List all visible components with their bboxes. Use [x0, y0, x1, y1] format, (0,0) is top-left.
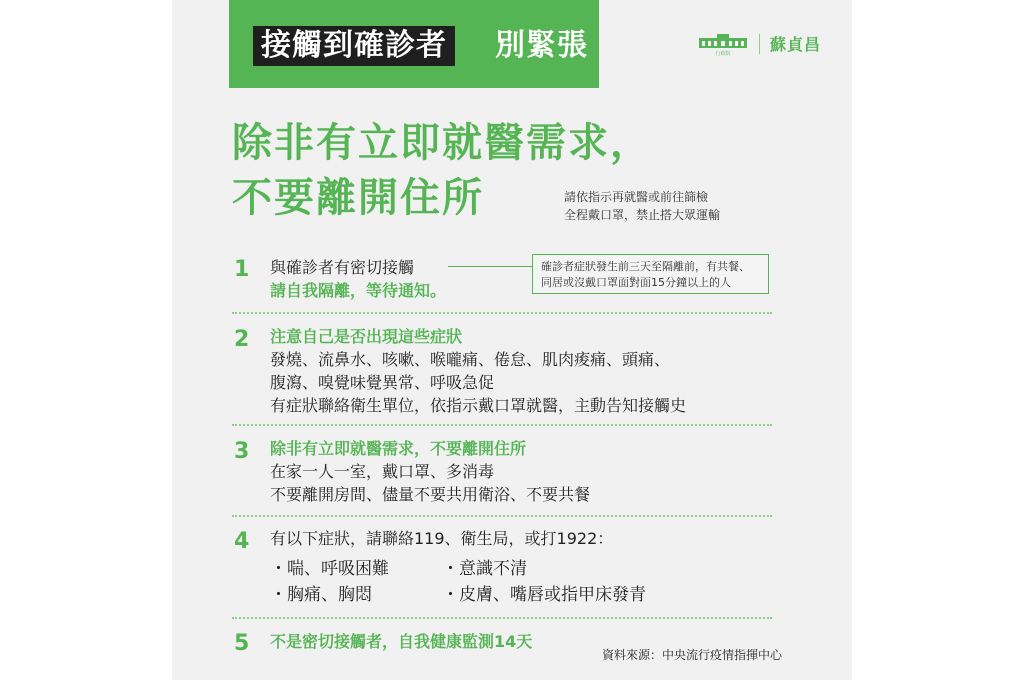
item-2-title: 注意自己是否出現這些症狀 [270, 327, 463, 346]
sub-note-line-2: 全程戴口罩，禁止搭大眾運輸 [564, 208, 721, 222]
item-3-text [270, 437, 590, 506]
definition-line-2: 同居或沒戴口罩面對面15分鐘以上的人 [541, 276, 731, 289]
bullet-item: ・胸痛、胸悶 [270, 585, 372, 605]
item-number: 4 [234, 529, 250, 554]
dotted-divider [232, 424, 772, 426]
definition-line-1: 確診者症狀發生前三天至隔離前，有共餐、 [541, 260, 750, 273]
item-1-connector-line [448, 266, 532, 267]
item-3-line-2: 不要離開房間、儘量不要共用衛浴、不要共餐 [270, 485, 591, 504]
item-2-line-2: 腹瀉、嗅覺味覺異常、呼吸急促 [270, 373, 495, 392]
headline-line-1: 除非有立即就醫需求， [232, 120, 652, 166]
title-banner [229, 0, 599, 88]
item-4-line-1: 有以下症狀，請聯絡119、衛生局，或打1922： [270, 529, 614, 548]
dotted-divider [232, 515, 772, 517]
item-5-text [270, 630, 532, 653]
signature: 蘇貞昌 [770, 35, 822, 54]
item-3-line-1: 在家一人一室，戴口罩、多消毒 [270, 462, 495, 481]
banner-title-dark: 接觸到確診者 [253, 26, 455, 66]
item-4-text [270, 527, 613, 550]
item-2-text [270, 325, 686, 417]
item-number: 5 [234, 631, 250, 656]
sub-note [564, 188, 720, 224]
bullet-item: ・意識不清 [442, 559, 527, 579]
item-number: 3 [234, 439, 250, 464]
close-contact-definition-box [532, 254, 769, 294]
dotted-divider [232, 312, 772, 314]
item-2-line-3: 有症狀聯絡衛生單位，依指示戴口罩就醫，主動告知接觸史 [270, 396, 687, 415]
item-1-line-2: 請自我隔離，等待通知。 [270, 281, 447, 300]
executive-yuan-logo-icon [697, 32, 749, 56]
item-number: 1 [234, 257, 250, 282]
item-2-line-1: 發燒、流鼻水、咳嗽、喉嚨痛、倦怠、肌肉痠痛、頭痛、 [270, 350, 671, 369]
logo-divider [759, 34, 760, 54]
bullet-item: ・皮膚、嘴唇或指甲床發青 [442, 585, 646, 605]
item-1-text [270, 256, 446, 302]
logo-caption: 行政院 [715, 51, 731, 56]
headline-line-2: 不要離開住所 [232, 175, 484, 221]
sub-note-line-1: 請依指示再就醫或前往篩檢 [564, 190, 709, 204]
bullet-item: ・喘、呼吸困難 [270, 559, 389, 579]
banner-title-light: 別緊張 [495, 28, 588, 63]
item-1-line-1: 與確診者有密切接觸 [270, 258, 415, 277]
poster [172, 0, 852, 680]
item-3-title: 除非有立即就醫需求，不要離開住所 [270, 439, 527, 458]
item-number: 2 [234, 327, 250, 352]
item-5-title: 不是密切接觸者，自我健康監測14天 [270, 632, 533, 651]
source-credit: 資料來源：中央流行疫情指揮中心 [602, 648, 783, 662]
dotted-divider [232, 617, 772, 619]
